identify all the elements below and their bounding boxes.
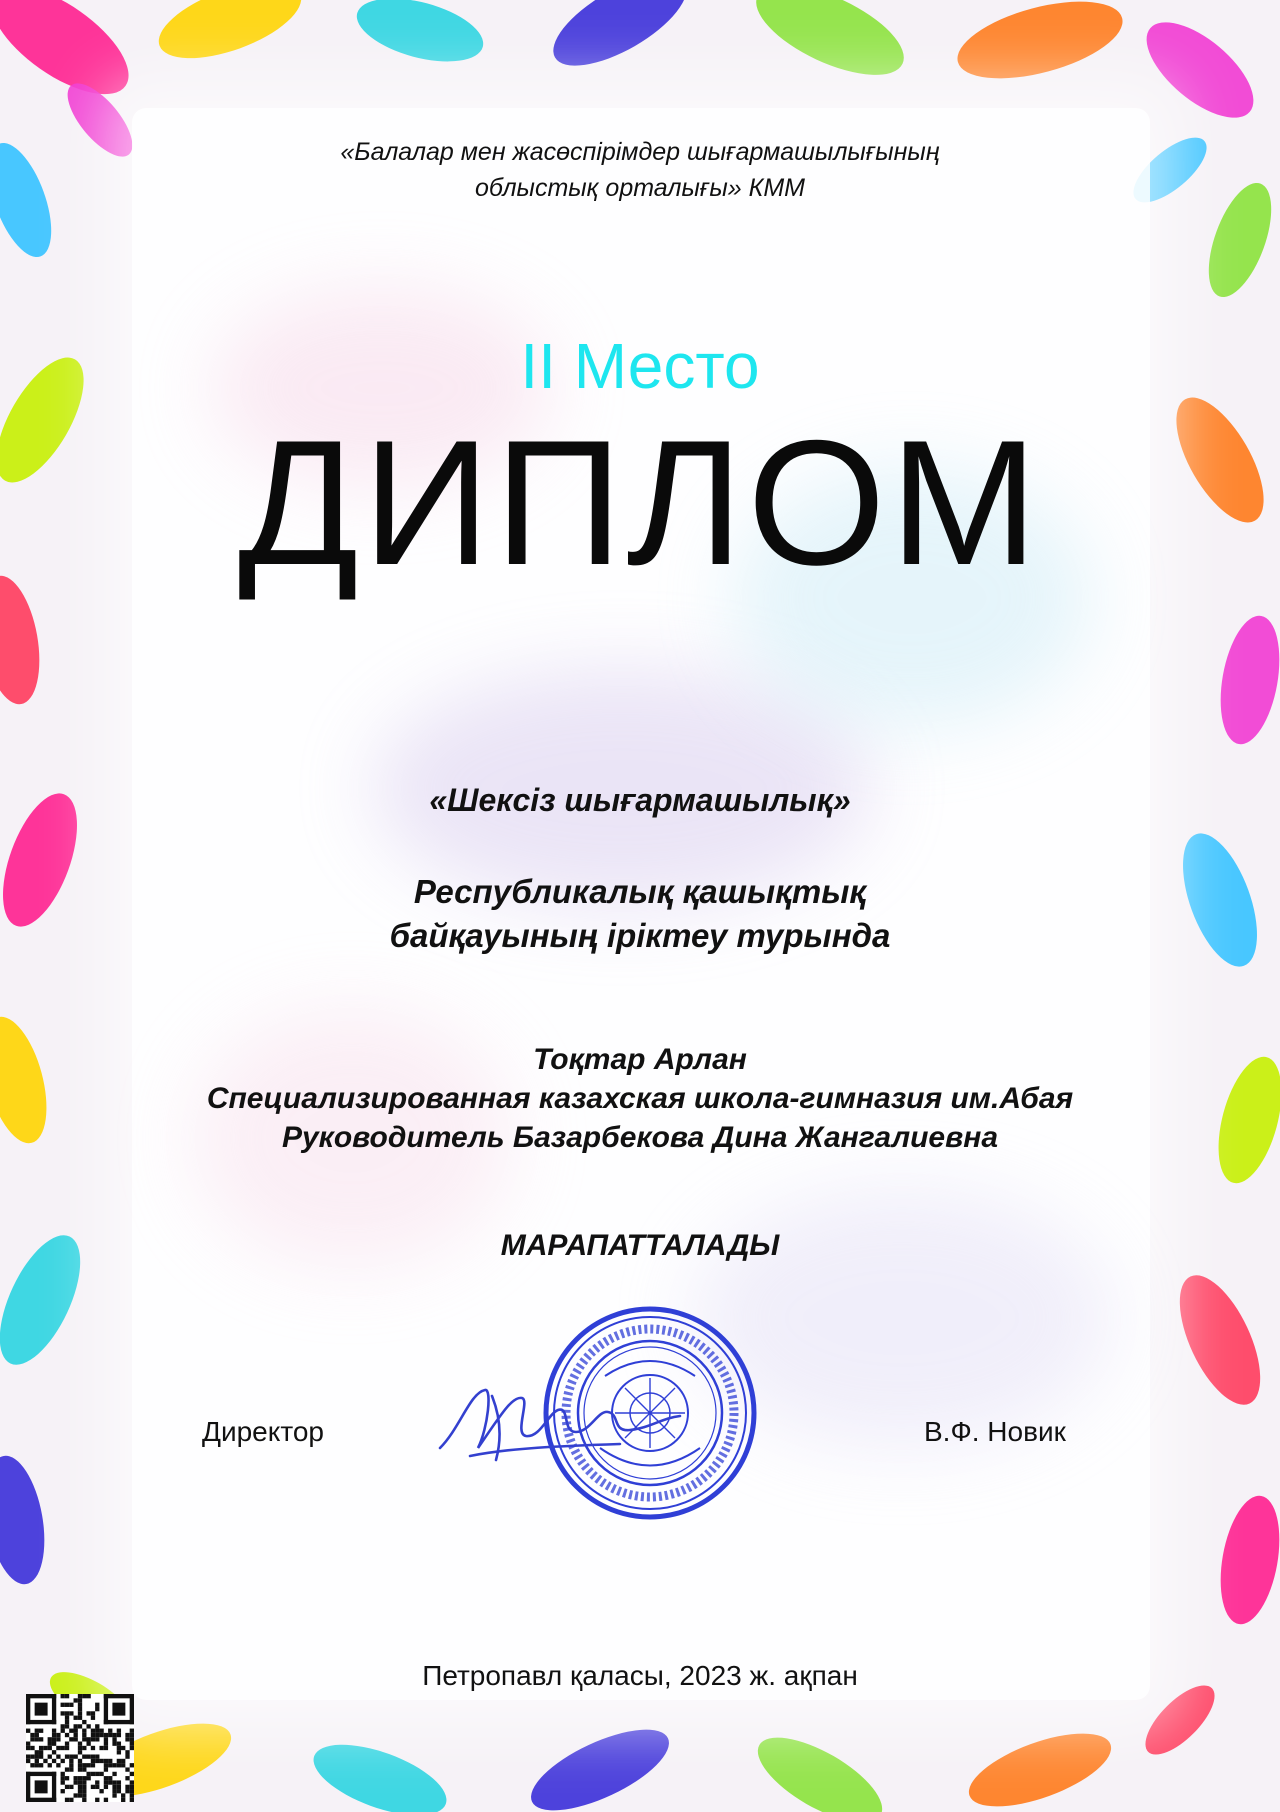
organization-line-1: «Балалар мен жасөспірімдер шығармашылығының [340,138,940,166]
official-seal-and-signature [430,1298,770,1528]
place-label: II Место [520,330,760,402]
organization-name [0,134,1280,206]
stage-line-2: байқауының іріктеу турында [389,917,891,954]
recipient-supervisor: Руководитель Базарбекова Дина Жангалиевна [281,1121,999,1154]
place-and-date: Петропавл қаласы, 2023 ж. ақпан [422,1660,858,1691]
recipient-name: Тоқтар Арлан [533,1043,747,1076]
organization-line-2: облыстық орталығы» КММ [475,174,805,202]
signer-name: В.Ф. Новик [924,1416,1066,1447]
stage-line-1: Республикалық қашықтық [413,873,867,910]
diploma-title: ДИПЛОМ [238,403,1042,602]
contest-stage [0,870,1280,958]
signer-position: Директор [202,1416,324,1447]
awarded-label: МАРАПАТТАЛАДЫ [500,1229,780,1262]
recipient-school: Специализированная казахская школа-гимназия им.Абая [206,1082,1074,1115]
recipient-block [0,1040,1280,1157]
contest-name: «Шексіз шығармашылық» [429,782,851,818]
qr-code [26,1694,134,1802]
